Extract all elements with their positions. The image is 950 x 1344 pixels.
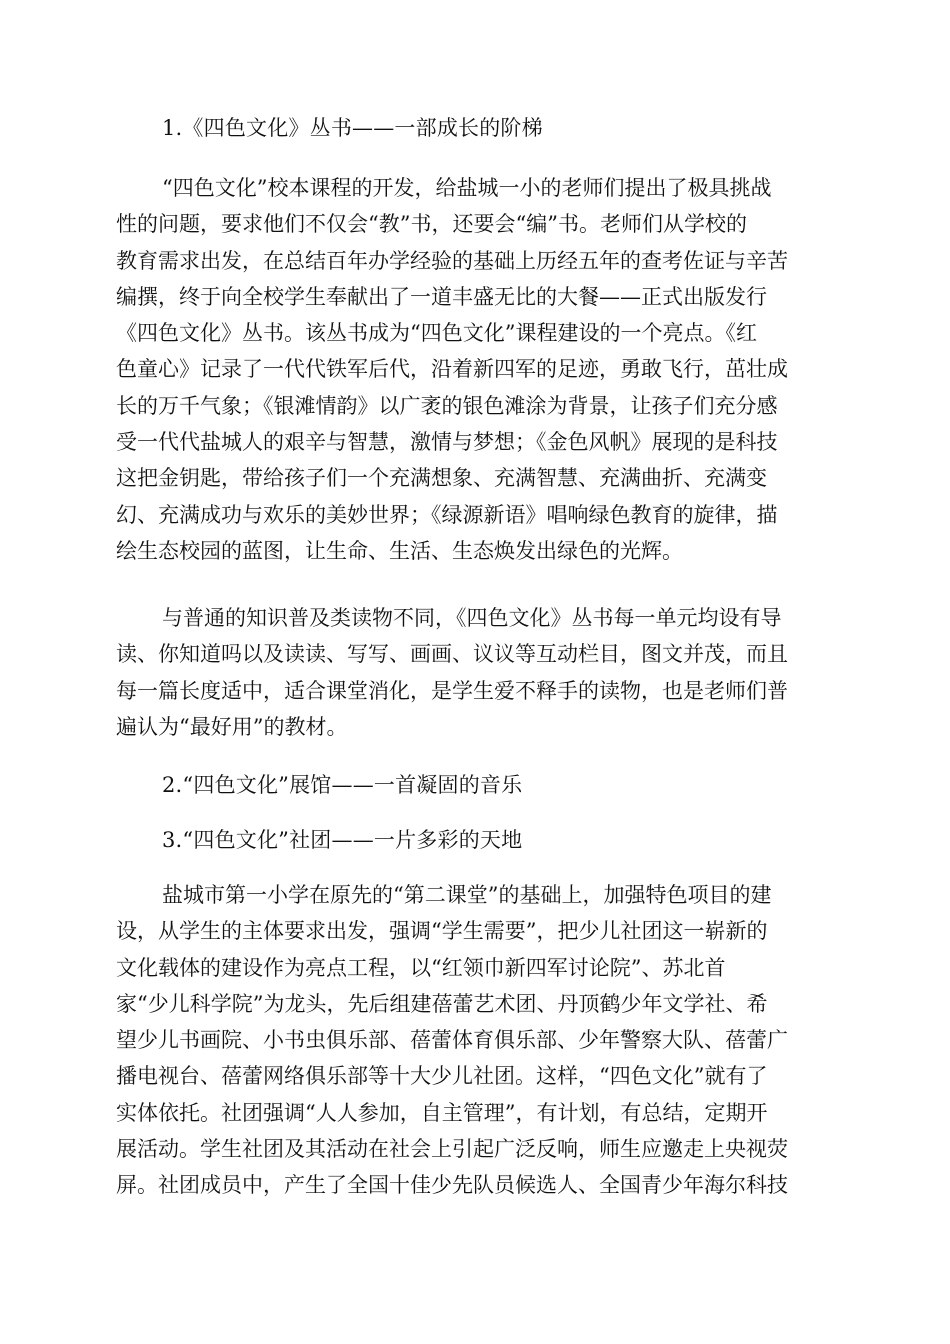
paragraph-line: 屏。社团成员中，产生了全国十佳少先队员候选人、全国青少年海尔科技 <box>116 1173 788 1198</box>
paragraph-line: “四色文化”校本课程的开发，给盐城一小的老师们提出了极具挑战 <box>162 176 772 200</box>
section-heading-1: 1.《四色文化》丛书——一部成长的阶梯 <box>162 116 543 140</box>
paragraph-line: 与普通的知识普及类读物不同，《四色文化》丛书每一单元均设有导 <box>162 606 782 630</box>
paragraph-line: 播电视台、蓓蕾网络俱乐部等十大少儿社团。这样，“四色文化”就有了 <box>116 1064 768 1089</box>
paragraph-line: 家“少儿科学院”为龙头，先后组建蓓蕾艺术团、丹顶鹤少年文学社、希 <box>116 991 768 1016</box>
paragraph-line: 受一代代盐城人的艰辛与智慧，激情与梦想；《金色风帆》展现的是科技 <box>116 430 778 455</box>
paragraph-2 <box>116 600 836 745</box>
paragraph-line: 望少儿书画院、小书虫俱乐部、蓓蕾体育俱乐部、少年警察大队、蓓蕾广 <box>116 1028 788 1053</box>
paragraph-line: 性的问题，要求他们不仅会“教”书，还要会“编”书。老师们从学校的 <box>116 212 747 237</box>
paragraph-line: 读、你知道吗以及读读、写写、画画、议议等互动栏目，图文并茂，而且 <box>116 642 788 667</box>
paragraph-line: 编撰，终于向全校学生奉献出了一道丰盛无比的大餐——正式出版发行 <box>116 284 767 309</box>
paragraph-line: 实体依托。社团强调“人人参加，自主管理”，有计划，有总结，定期开 <box>116 1100 768 1125</box>
paragraph-line: 绘生态校园的蓝图，让生命、生活、生态焕发出绿色的光辉。 <box>116 538 683 563</box>
paragraph-line: 这把金钥匙，带给孩子们一个充满想象、充满智慧、充满曲折、充满变 <box>116 466 767 491</box>
paragraph-line: 设，从学生的主体要求出发，强调“学生需要”，把少儿社团这一崭新的 <box>116 919 768 944</box>
paragraph-line: 色童心》记录了一代代铁军后代，沿着新四军的足迹，勇敢飞行，茁壮成 <box>116 357 788 382</box>
section-heading-3: 3.“四色文化”社团——一片多彩的天地 <box>162 828 523 852</box>
paragraph-1 <box>116 170 836 569</box>
paragraph-line: 文化载体的建设作为亮点工程，以“红领巾新四军讨论院”、苏北首 <box>116 955 726 980</box>
paragraph-line: 每一篇长度适中，适合课堂消化，是学生爱不释手的读物，也是老师们普 <box>116 678 788 703</box>
paragraph-3 <box>116 877 836 1204</box>
paragraph-line: 幻、充满成功与欢乐的美妙世界；《绿源新语》唱响绿色教育的旋律，描 <box>116 502 778 527</box>
paragraph-line: 教育需求出发，在总结百年办学经验的基础上历经五年的查考佐证与辛苦 <box>116 248 788 273</box>
paragraph-line: 遍认为“最好用”的教材。 <box>116 714 348 739</box>
section-heading-2: 2.“四色文化”展馆——一首凝固的音乐 <box>162 773 523 797</box>
paragraph-line: 长的万千气象；《银滩情韵》以广袤的银色滩涂为背景，让孩子们充分感 <box>116 393 778 418</box>
paragraph-line: 盐城市第一小学在原先的“第二课堂”的基础上，加强特色项目的建 <box>162 883 772 907</box>
paragraph-line: 《四色文化》丛书。该丛书成为“四色文化”课程建设的一个亮点。《红 <box>116 321 757 346</box>
paragraph-line: 展活动。学生社团及其活动在社会上引起广泛反响，师生应邀走上央视荧 <box>116 1137 788 1162</box>
